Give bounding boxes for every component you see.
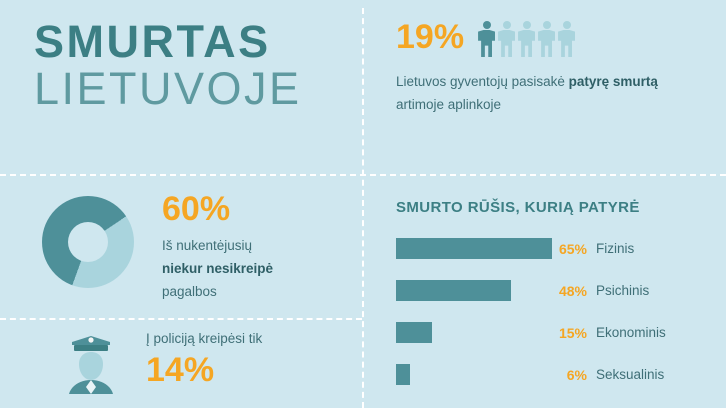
bar-row: [396, 236, 708, 261]
bar-category-label: Fizinis: [596, 241, 635, 256]
person-icon: [538, 21, 555, 57]
bar-track: [396, 280, 552, 301]
stat-block-60-percent: [162, 192, 352, 304]
person-icon: [518, 21, 535, 57]
bar-chart: [396, 236, 708, 404]
bar-row: [396, 278, 708, 303]
stat-block-19-percent: [396, 20, 706, 116]
bar-row: [396, 362, 708, 387]
stat-60-text-line1: Iš nukentėjusių: [162, 238, 253, 253]
bar-fill: [396, 364, 410, 385]
stat-60-text-bold: niekur nesikreipė: [162, 261, 274, 277]
donut-chart-60: [42, 196, 134, 288]
person-icon: [558, 21, 575, 57]
title-line-1: SMURTAS: [34, 16, 271, 67]
bar-track: [396, 238, 552, 259]
stat-19-text-before: Lietuvos gyventojų pasisakė: [396, 74, 569, 89]
stat-60-text-line3: pagalbos: [162, 284, 217, 300]
bar-value-label: 65%: [558, 240, 587, 257]
stat-block-14-percent: [146, 330, 356, 389]
stat-14-percent: 14%: [146, 350, 215, 389]
person-icon: [478, 21, 495, 57]
bar-fill: [396, 280, 511, 301]
bar-value-label: 6%: [566, 366, 587, 383]
bar-category-label: Ekonominis: [596, 325, 666, 340]
bar-row: [396, 320, 708, 345]
stat-19-description: [396, 70, 706, 116]
bar-track: [396, 364, 552, 385]
divider-vertical-main: [362, 8, 364, 408]
person-icon: [498, 21, 515, 57]
page-title: [34, 18, 354, 113]
bar-value-label: 48%: [558, 282, 587, 299]
bar-category-label: Seksualinis: [596, 367, 665, 382]
police-officer-icon: [58, 328, 124, 394]
stat-60-percent: 60%: [162, 190, 231, 228]
stat-19-percent: 19%: [396, 18, 465, 56]
donut-hole: [68, 222, 108, 262]
bar-category-label: Psichinis: [596, 283, 650, 298]
bar-value-label: 15%: [558, 324, 587, 341]
stat-19-text-after: artimoje aplinkoje: [396, 97, 502, 113]
stat-60-description: [162, 234, 352, 304]
stat-14-description: Į policiją kreipėsi tik: [146, 331, 263, 346]
bar-fill: [396, 238, 552, 259]
stat-19-text-bold: patyrę smurtą: [568, 74, 658, 89]
stat-19-headline: [396, 20, 706, 57]
title-line-2: LIETUVOJE: [34, 63, 302, 115]
divider-horizontal-left: [0, 318, 362, 320]
bar-fill: [396, 322, 432, 343]
bar-track: [396, 322, 552, 343]
people-pictogram: [478, 21, 575, 57]
chart-title: SMURTO RŪŠIS, KURIĄ PATYRĖ: [396, 199, 640, 216]
